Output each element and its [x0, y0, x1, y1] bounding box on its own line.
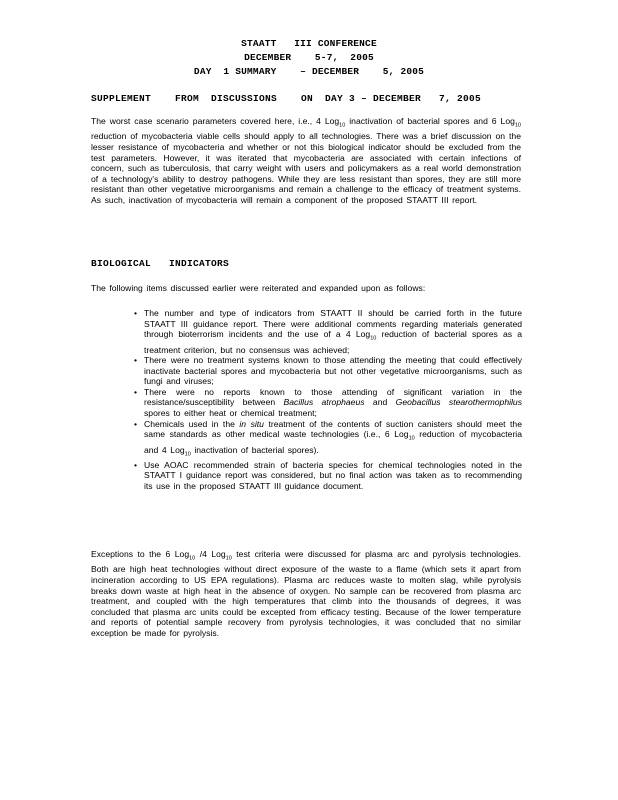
list-item: • Use AOAC recommended strain of bacteria species for chemical technologies noted in the STAATT I guidance report was considered, but no final action was taken as to recommending its use in the proposed STAATT III guidance document.: [134, 460, 522, 492]
indicator-list: [134, 308, 522, 492]
biological-intro: The following items discussed earlier were reiterated and expanded upon as follows:: [91, 283, 426, 293]
supplement-paragraph: The worst case scenario parameters covered here, i.e., 4 Log$_{10}$ inactivation of bacterial spores and 6 Log$_{10}$ reduction of mycobacteria viable cells should apply to all technologies. There was a brief discussion on the lesser resistance of mycobacteria and whether or not this biological indicator should be excluded from the test parameters. However, it was iterated that mycobacteria are associated with certain infections of concern, such as tuberculosis, that carry weight with users and policymakers as a real world demonstration of a technology's ability to destroy pathogens. While they are less resistant than spores, they are still more resistant than other vegetative microorganisms and remain a challenge to the efficacy of treatment systems. As such, inactivation of mycobacteria will remain a component of the proposed STAATT III report.: [91, 116, 521, 205]
conference-title: STAATT III CONFERENCE: [241, 38, 377, 49]
list-item: • The number and type of indicators from STAATT II should be carried forth in the future STAATT III guidance report. There were additional comments regarding materials generated through bioterrorism incidents and the use of a 4 Log$_{10}$ reduction of bacterial spores as a treatment criterion, but no consensus was achieved;: [134, 308, 522, 355]
list-item: • There were no reports known to those attending of significant variation in the resistance/susceptibility between Bacillus atrophaeus and Geobacillus stearothermophilus spores to either heat or chemical treatment;: [134, 387, 522, 419]
conference-dates: DECEMBER 5-7, 2005: [244, 52, 374, 63]
biological-indicators-heading: BIOLOGICAL INDICATORS: [91, 258, 230, 269]
exceptions-paragraph: Exceptions to the 6 Log$_{10}$ /4 Log$_{10}$ test criteria were discussed for plasma arc and pyrolysis technologies. Both are high heat technologies without direct exposure of the waste to a flame (which sets it apart from incineration according to US EPA regulations). Plasma arc reduces waste to molten slag, while pyrolysis breaks down waste at high heat in the absence of oxygen. No sample can be recovered from plasma arc treatment, and coupled with the high temperatures that climb into the thousands of degrees, it was concluded that plasma arc units could be excepted from efficacy testing. Because of the lower temperature and reports of potential sample recovery from pyrolysis technologies, it was concluded that no similar exception be made for pyrolysis.: [91, 549, 521, 638]
supplement-heading: SUPPLEMENT FROM DISCUSSIONS ON DAY 3 – DECEMBER 7, 2005: [91, 93, 482, 104]
list-item: • There were no treatment systems known to those attending the meeting that could effectively inactivate bacterial spores and mycobacteria but not other vegetative microorganisms, such as fungi and viruses;: [134, 355, 522, 387]
list-item: • Chemicals used in the in situ treatment of the contents of suction canisters should meet the same standards as other medical waste technologies (i.e., 6 Log$_{10}$ reduction of mycobacteria and 4 Log$_{10}$ inactivation of bacterial spores).: [134, 419, 522, 460]
day-summary-title: DAY 1 SUMMARY – DECEMBER 5, 2005: [193, 66, 425, 77]
